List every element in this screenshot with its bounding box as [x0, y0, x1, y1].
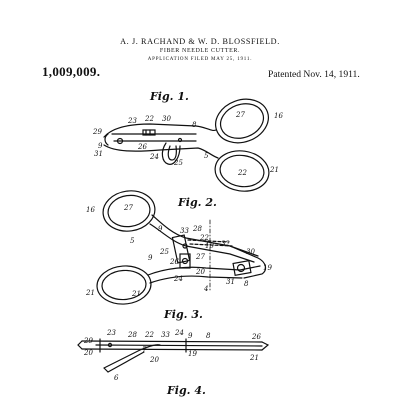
ref-numeral: 20	[150, 356, 159, 364]
ref-numeral: 21	[86, 289, 95, 297]
patent-title: FIBER NEEDLE CUTTER.	[159, 48, 241, 54]
ref-numeral: 29	[84, 337, 93, 345]
ref-numeral: 21	[132, 290, 141, 298]
ref-numeral: 22	[238, 169, 247, 177]
fig-3-label: Fig. 3.	[164, 308, 203, 321]
ref-numeral: 22	[145, 115, 154, 123]
ref-numeral: 26	[252, 333, 261, 341]
ref-numeral: 31	[94, 150, 103, 158]
ref-numeral: 16	[86, 206, 95, 214]
ref-numeral: 32	[221, 240, 230, 248]
ref-numeral: 21	[250, 354, 259, 362]
ref-numeral: 20	[84, 349, 93, 357]
patent-number: 1,009,009.	[42, 64, 101, 79]
ref-numeral: 22	[145, 331, 154, 339]
ref-numeral: 6	[114, 374, 119, 382]
ref-numeral: 29	[93, 128, 102, 136]
patented-date: Patented Nov. 14, 1911.	[268, 69, 360, 80]
ref-numeral: 27	[196, 253, 205, 261]
ref-numeral: 27	[236, 111, 245, 119]
ref-numeral: 16	[274, 112, 283, 120]
ref-numeral: 8	[206, 332, 211, 340]
ref-numeral: 25	[160, 248, 169, 256]
ref-numeral: 24	[150, 153, 159, 161]
ref-numeral: 10	[205, 242, 214, 250]
ref-numeral: 8	[192, 121, 197, 129]
ref-numeral: 24	[174, 275, 183, 283]
ref-numeral: 30	[162, 115, 171, 123]
ref-numeral: 28	[128, 331, 137, 339]
ref-numeral: 7	[142, 346, 147, 354]
ref-numeral: 31	[226, 278, 235, 286]
ref-numeral: 23	[107, 329, 116, 337]
ref-numeral: 23	[128, 117, 137, 125]
ref-numeral: 21	[270, 166, 279, 174]
figure-1-drawing	[104, 92, 275, 195]
ref-numeral: 25	[174, 159, 183, 167]
ref-numeral: 30	[246, 248, 255, 256]
ref-numeral: 9	[148, 254, 153, 262]
ref-numeral: 4	[204, 285, 209, 293]
ref-numeral: 5	[130, 237, 135, 245]
ref-numeral: 9	[158, 225, 163, 233]
ref-numeral: 9	[98, 142, 103, 150]
ref-numeral: 33	[180, 227, 189, 235]
ref-numeral: 33	[161, 331, 170, 339]
figure-3-drawing	[78, 339, 268, 372]
application-filed-line: APPLICATION FILED MAY 25, 1911.	[147, 57, 253, 62]
ref-numeral: 22	[200, 234, 209, 242]
ref-numeral: 19	[188, 350, 197, 358]
fig-2-label: Fig. 2.	[178, 196, 217, 209]
fig-1-label: Fig. 1.	[150, 90, 189, 103]
fig-4-label: Fig. 4.	[167, 384, 206, 397]
ref-numeral: 26	[138, 143, 147, 151]
inventors-line: A. J. RACHAND & W. D. BLOSSFIELD.	[120, 37, 280, 46]
ref-numeral: 24	[175, 329, 184, 337]
ref-numeral: 28	[193, 225, 202, 233]
ref-numeral: 9	[188, 332, 193, 340]
ref-numeral: 19	[263, 264, 272, 272]
ref-numeral: 20	[196, 268, 205, 276]
ref-numeral: 27	[124, 204, 133, 212]
ref-numeral: 26	[170, 258, 179, 266]
ref-numeral: 5	[204, 152, 209, 160]
ref-numeral: 8	[244, 280, 249, 288]
